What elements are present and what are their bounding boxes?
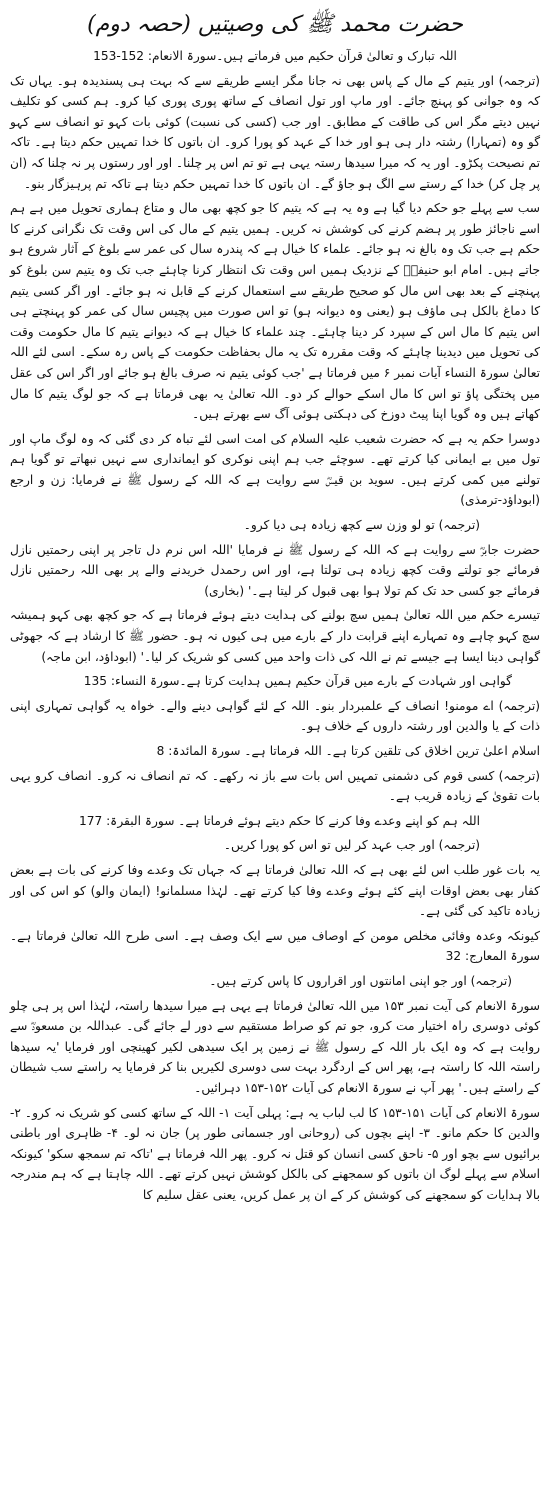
body-paragraph: تیسرے حکم میں اللہ تعالیٰ ہمیں سچ بولنے کی ہدایت دیتے ہوئے فرماتا ہے کہ جو کچھ بھی کہو ہمیشہ سچ کہو چاہے وہ تمہارے اپنے قرابت دار کے بارے میں ہی کیوں نہ ہو۔ حضور ﷺ کا ارشاد ہے کہ جھوٹی گواہی دینا ایسا ہے جیسے تم نے اللہ کی ذات واحد میں کسی کو شریک کر لیا۔' (ابوداؤد، ابن ماجہ) [10, 608, 540, 664]
verse-reference: اللہ تبارک و تعالیٰ قرآن حکیم میں فرماتے ہیں۔سورۃ الانعام: 152-153 [93, 49, 457, 63]
body-paragraph: سب سے پہلے جو حکم دیا گیا ہے وہ یہ ہے کہ یتیم کا جو کچھ بھی مال و متاع ہماری تحویل میں ہے ہم اسے ناجائز طور پر ہضم کرنے کی کوشش نہ کریں۔ ہمیں یتیم کے مال کی اس وقت تک نگرانی کرنے کا حکم ہے جب تک وہ بالغ نہ ہو جائے۔ علماء کا خیال ہے کہ پندرہ سال کی عمر سے بلوغ کے آثار شروع ہو جاتے ہیں۔ امام ابو حنیفہؒ کے نزدیک ہمیں اس وقت تک انتظار کرنا چاہئے جب تک وہ یتیم سن بلوغ کو پہنچنے کے بعد بھی اس مال کو صحیح طریقے سے استعمال کرنے کے قابل نہ ہو جائے۔ اور اگر کسی یتیم کا دماغ بالکل ہی ماؤف ہو (یعنی وہ دیوانہ ہو) تو اس صورت میں پچیس سال کی عمر کو پہنچتے ہی اس یتیم کا مال اس کے سپرد کر دینا چاہئے۔ چند علماء کا خیال ہے کہ دیوانے یتیم کا مال حکومت وقت کی تحویل میں دیدینا چاہئے کہ وقت مقررہ تک یہ مال بحفاظت حکومت کے پاس رہ سکے۔ اسی لئے اللہ تعالیٰ سورۃ النساء آیات نمبر ۶ میں فرماتا ہے 'جب کوئی یتیم نہ صرف بالغ ہو جائے اور اگر اس کی عقل میں پختگی پاؤ تو اس کا مال اسکے حوالے کر دو۔ اللہ تعالیٰ یہ بھی فرماتا ہے کہ جو لوگ یتیم کا مال کھاتے ہیں وہ گویا اپنا پیٹ دوزخ کی دہکتی ہوئی آگ سے بھرتے ہیں۔ [10, 201, 540, 422]
verse-reference: کیونکہ وعدہ وفائی مخلص مومن کے اوصاف میں سے ایک وصف ہے۔ اسی طرح اللہ تعالیٰ فرماتا ہے۔ سورۃ المعارج: 32 [10, 928, 540, 964]
body-paragraph: دوسرا حکم یہ ہے کہ حضرت شعیب علیہ السلام کی امت اسی لئے تباہ کر دی گئی کہ وہ لوگ ماپ اور تول میں بے ایمانی کیا کرتے تھے۔ سوچئے جب ہم اپنی نوکری کو ایمانداری سے نہیں نبھاتے تو گویا ہم تولنے میں کمی کرتے ہیں۔ سوید بن قیسؓ سے روایت ہے کہ اللہ کے رسول ﷺ نے فرمایا: زن و ارجع (ابوداؤد-ترمذی) [10, 431, 540, 508]
translation-paragraph: (ترجمہ) اور جو اپنی امانتوں اور اقراروں کا پاس کرتے ہیں۔ [209, 973, 512, 988]
verse-reference: اللہ ہم کو اپنے وعدے وفا کرنے کا حکم دیتے ہوئے فرماتا ہے۔ سورۃ البقرۃ: 177 [78, 813, 480, 828]
body-paragraph: سورۃ الانعام کی آیات ۱۵۱-۱۵۳ کا لب لباب یہ ہے: پہلی آیت ۱- اللہ کے ساتھ کسی کو شریک نہ کرو۔ ۲- والدین کا حکم مانو۔ ۳- اپنے بچوں کی (روحانی اور جسمانی طور پر) جان نہ لو۔ ۴- ظاہری اور باطنی برائیوں سے بچو اور ۵- ناحق کسی انسان کو قتل نہ کرو۔ پھر اللہ فرماتا ہے 'تاکہ تم سمجھ سکو' کیونکہ اسلام سے پہلے لوگ ان باتوں کو سمجھنے کی بالکل کوشش نہیں کرتے تھے۔ اللہ چاہتا ہے کہ ہم مندرجہ بالا ہدایات کو سمجھنے کی کوشش کر کے ان پر عمل کریں، یعنی عقل سلیم کا [10, 1105, 541, 1202]
verse-reference: اسلام اعلیٰ ترین اخلاق کی تلقین کرتا ہے۔ اللہ فرماتا ہے۔ سورۃ المائدۃ: 8 [156, 744, 540, 758]
translation-paragraph: (ترجمہ) اے مومنو! انصاف کے علمبردار بنو۔ اللہ کے لئے گواہی دینے والے۔ خواہ یہ گواہی تمہاری اپنی ذات کے یا والدین اور رشتہ داروں کے خلاف ہو۔ [10, 698, 540, 734]
article-title: حضرت محمد ﷺ کی وصیتیں (حصہ دوم) [87, 12, 463, 37]
body-paragraph: سورۃ الانعام کی آیت نمبر ۱۵۳ میں اللہ تعالیٰ فرماتا ہے یہی ہے میرا سیدھا راستہ، لہٰذا اس پر ہی چلو کوئی دوسری راہ اختیار مت کرو، جو تم کو صراط مستقیم سے دور لے جائے گی۔ عبداللہ بن مسعودؓ سے روایت ہے کہ وہ ایک بار اللہ کے رسول ﷺ نے زمین پر ایک سیدھی لکیر کھینچی اور فرمایا 'یہ سیدھا راستہ اللہ کا راستہ ہے، پھر اس کے اردگرد بہت سی دوسری لکیریں بنا کر فرمایا یہ راستے سب شیطان کے راستے ہیں۔' پھر آپ نے سورۃ الانعام کی آیات ۱۵۲-۱۵۳ دہرائیں۔ [10, 998, 540, 1095]
translation-paragraph: (ترجمہ) اور جب عہد کر لیں تو اس کو پورا کریں۔ [223, 838, 480, 853]
translation-paragraph: (ترجمہ) اور یتیم کے مال کے پاس بھی نہ جانا مگر ایسے طریقے سے کہ بہت ہی پسندیدہ ہو۔ یہاں تک کہ وہ جوانی کو پہنچ جائے۔ اور ماپ اور تول انصاف کے ساتھ پوری پوری کیا کرو۔ ہم کسی کو تکلیف نہیں دیتے مگر اس کی طاقت کے مطابق۔ اور جب (کسی کی نسبت) کوئی بات کہو تو انصاف سے کہو گو وہ (تمہارا) رشتہ دار ہی ہو اور خدا کے عہد کو پورا کرو۔ ان باتوں کا خدا تمہیں حکم دیتا ہے۔ تاکہ تم نصیحت پکڑو۔ اور یہ کہ میرا سیدھا رستہ یہی ہے تو تم اس پر چلنا۔ اور اور رستوں پر نہ چلنا کہ (ان پر چل کر) خدا کے رستے سے الگ ہو جاؤ گے۔ ان باتوں کا خدا تمہیں حکم دیتا ہے تاکہ تم پرہیزگار بنو۔ [10, 73, 540, 191]
verse-reference: گواہی اور شہادت کے بارے میں قرآن حکیم ہمیں ہدایت کرتا ہے۔سورۃ النساء: 135 [83, 674, 512, 689]
hadith-paragraph: حضرت جابرؓ سے روایت ہے کہ اللہ کے رسول ﷺ نے فرمایا 'اللہ اس نرم دل تاجر پر اپنی رحمتیں نازل فرمائے جو تولتے وقت کچھ زیادہ ہی تولتا ہے، اور اس رحمدل خریدنے والے پر بھی اللہ رحمتیں نازل فرمائے جو کسی حد تک کم تولا ہوا بھی قبول کر لیتا ہے۔' (بخاری) [10, 542, 540, 598]
translation-paragraph: (ترجمہ) تو لو وزن سے کچھ زیادہ ہی دیا کرو۔ [243, 518, 480, 533]
translation-paragraph: (ترجمہ) کسی قوم کی دشمنی تمہیں اس بات سے باز نہ رکھے۔ کہ تم انصاف نہ کرو۔ انصاف کرو یہی بات تقویٰ کے زیادہ قریب ہے۔ [10, 768, 540, 804]
body-paragraph: یہ بات غور طلب اس لئے بھی ہے کہ اللہ تعالیٰ فرماتا ہے کہ جہاں تک وعدے وفا کرنے کی بات ہے بعض کفار بھی بعض اوقات اپنے کئے ہوئے وعدے وفا کیا کرتے تھے۔ لہٰذا مسلمانو! (ایمان والو) کو اس کی اور زیادہ تاکید کی گئی ہے۔ [10, 862, 540, 919]
